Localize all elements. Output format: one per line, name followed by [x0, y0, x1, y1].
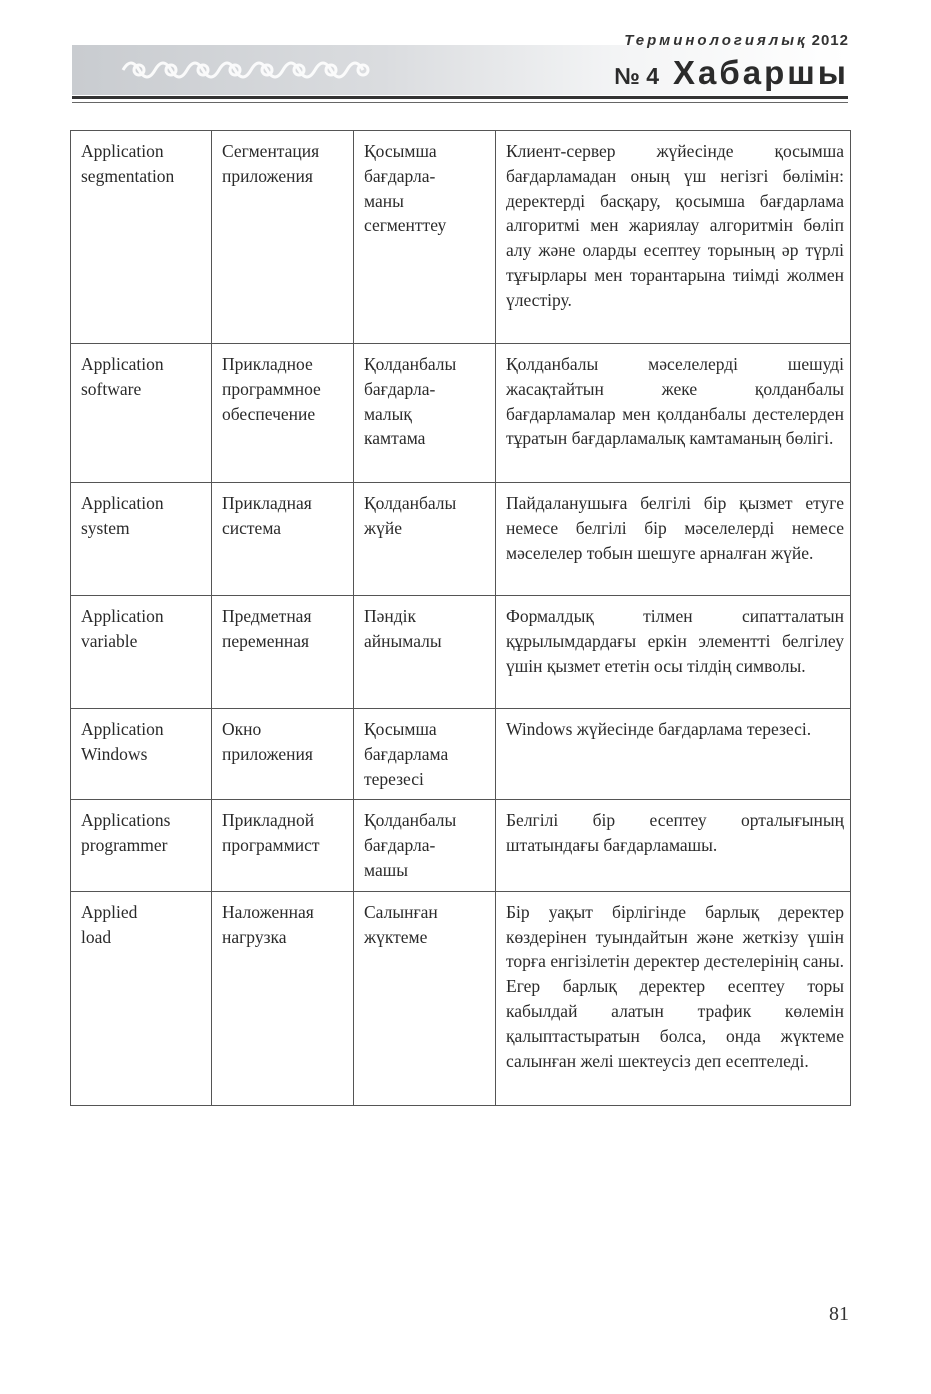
term-kazakh-line: Пәндік: [364, 606, 417, 626]
journal-title: Терминологиялық: [624, 32, 808, 49]
term-russian: [212, 709, 354, 800]
term-english-line: system: [81, 517, 130, 538]
table-row: [71, 483, 851, 596]
table-row: [71, 344, 851, 483]
term-definition: Белгілі бір есептеу орталығының штатындағы бағдарламашы.: [496, 800, 851, 891]
term-english-line: Applications: [81, 810, 171, 831]
term-definition: Пайдаланушыға белгілі бір қызмет етуге немесе белгілі бір мәселелерді немесе мәселелер тобын шешуге арналған жүйе.: [496, 483, 851, 596]
term-russian-line: Прикладной: [222, 810, 315, 831]
term-kazakh-line: бағдарла-: [364, 165, 436, 186]
term-kazakh: [354, 483, 496, 596]
terminology-table: [70, 130, 851, 1106]
term-english-line: software: [81, 378, 142, 399]
term-english-line: segmentation: [81, 165, 175, 186]
term-kazakh-line: терезесі: [364, 768, 424, 789]
term-kazakh-line: машы: [364, 859, 408, 880]
page-header: [0, 0, 931, 120]
term-english-line: Windows: [81, 743, 148, 764]
term-definition: Бір уақыт бірлігінде барлық деректер көздерінен туындайтын және жеткізу үшін торға енгізілетін деректер дестелерінің саны. Егер барлық деректер есептеу торы кабылдай алатын трафик көлемін қалыптастыратын болса, онда жүктеме салынған желі шектеусіз деп есептеледі.: [496, 891, 851, 1105]
term-kazakh-line: Салынған: [364, 901, 438, 922]
table-row: [71, 709, 851, 800]
term-russian-line: Предметная: [222, 606, 312, 626]
term-russian-line: обеспечение: [222, 403, 316, 424]
term-definition: Клиент-сервер жүйесінде қосымша бағдарламадан оның үш негізгі бөлімін: деректерді басқару, қосымша бағдарлама алгоритмі мен жариялау алгоритмін бөліп алу және оларды есептеу торының әр түрлі тұғырлары мен торантарына тиімді жолмен үлестіру.: [496, 131, 851, 344]
term-russian: [212, 344, 354, 483]
issue-title: Хабаршы: [673, 54, 849, 91]
term-english-line: Application: [81, 354, 164, 374]
term-definition: Қолданбалы мәселелерді шешуді жасақтайтын жеке қолданбалы бағдарламалар мен қолданбалы дестелерден тұратын бағдарламалық камтаманың бөлігі.: [496, 344, 851, 483]
term-english-line: load: [81, 926, 112, 947]
term-russian-line: Наложенная: [222, 901, 314, 922]
term-kazakh-line: Қолданбалы: [364, 493, 457, 513]
term-definition: Windows жүйесінде бағдарлама терезесі.: [496, 709, 851, 800]
term-russian-line: программист: [222, 835, 320, 856]
journal-name: [624, 32, 849, 49]
table-row: [71, 131, 851, 344]
term-english: [71, 709, 212, 800]
term-russian-line: Прикладная: [222, 493, 312, 513]
term-english: [71, 800, 212, 891]
term-kazakh-line: Қолданбалы: [364, 810, 457, 831]
term-english-line: variable: [81, 630, 138, 651]
term-kazakh-line: малық: [364, 403, 412, 424]
issue-line: [614, 54, 849, 92]
term-kazakh-line: бағдарлама: [364, 743, 449, 764]
kazakh-ornament-icon: [118, 50, 378, 90]
header-rule: [72, 96, 848, 99]
term-russian: [212, 596, 354, 709]
term-russian-line: переменная: [222, 630, 310, 651]
term-russian-line: Окно: [222, 719, 262, 739]
term-english: [71, 344, 212, 483]
term-english-line: Application: [81, 141, 164, 161]
table-row: [71, 891, 851, 1105]
issue-number: № 4: [614, 63, 660, 89]
term-english: [71, 483, 212, 596]
table-row: [71, 800, 851, 891]
term-russian-line: нагрузка: [222, 926, 287, 947]
term-kazakh-line: сегменттеу: [364, 215, 447, 236]
term-kazakh-line: бағдарла-: [364, 378, 436, 399]
term-kazakh-line: жүйе: [364, 517, 402, 538]
term-russian: [212, 131, 354, 344]
term-russian-line: программное: [222, 378, 321, 399]
term-definition: Формалдық тілмен сипатталатын құрылымдардағы еркін элементті белгілеу үшін қызмет ететін осы тілдің символы.: [496, 596, 851, 709]
term-russian-line: приложения: [222, 743, 313, 764]
term-russian: [212, 800, 354, 891]
term-kazakh-line: камтама: [364, 428, 426, 449]
term-kazakh-line: Қосымша: [364, 719, 437, 739]
term-english: [71, 131, 212, 344]
term-kazakh-line: маны: [364, 190, 404, 211]
term-english: [71, 891, 212, 1105]
term-kazakh-line: Қолданбалы: [364, 354, 457, 374]
term-russian-line: Прикладное: [222, 354, 313, 374]
term-kazakh: [354, 800, 496, 891]
journal-year: 2012: [811, 32, 849, 49]
term-kazakh: [354, 596, 496, 709]
term-russian: [212, 483, 354, 596]
term-kazakh-line: бағдарла-: [364, 835, 436, 856]
term-english: [71, 596, 212, 709]
term-english-line: programmer: [81, 835, 168, 856]
header-rule-thin: [72, 102, 848, 103]
term-russian-line: Сегментация: [222, 141, 320, 161]
page-number: 81: [829, 1303, 849, 1325]
term-kazakh: [354, 709, 496, 800]
term-russian-line: приложения: [222, 165, 313, 186]
term-kazakh: [354, 891, 496, 1105]
term-kazakh-line: айнымалы: [364, 630, 442, 651]
term-english-line: Applied: [81, 901, 138, 922]
term-kazakh-line: жүктеме: [364, 926, 428, 947]
term-kazakh: [354, 131, 496, 344]
table-row: [71, 596, 851, 709]
term-russian: [212, 891, 354, 1105]
term-kazakh: [354, 344, 496, 483]
term-english-line: Application: [81, 493, 164, 513]
term-russian-line: система: [222, 517, 282, 538]
term-english-line: Application: [81, 719, 164, 739]
term-kazakh-line: Қосымша: [364, 141, 437, 161]
term-english-line: Application: [81, 606, 164, 626]
